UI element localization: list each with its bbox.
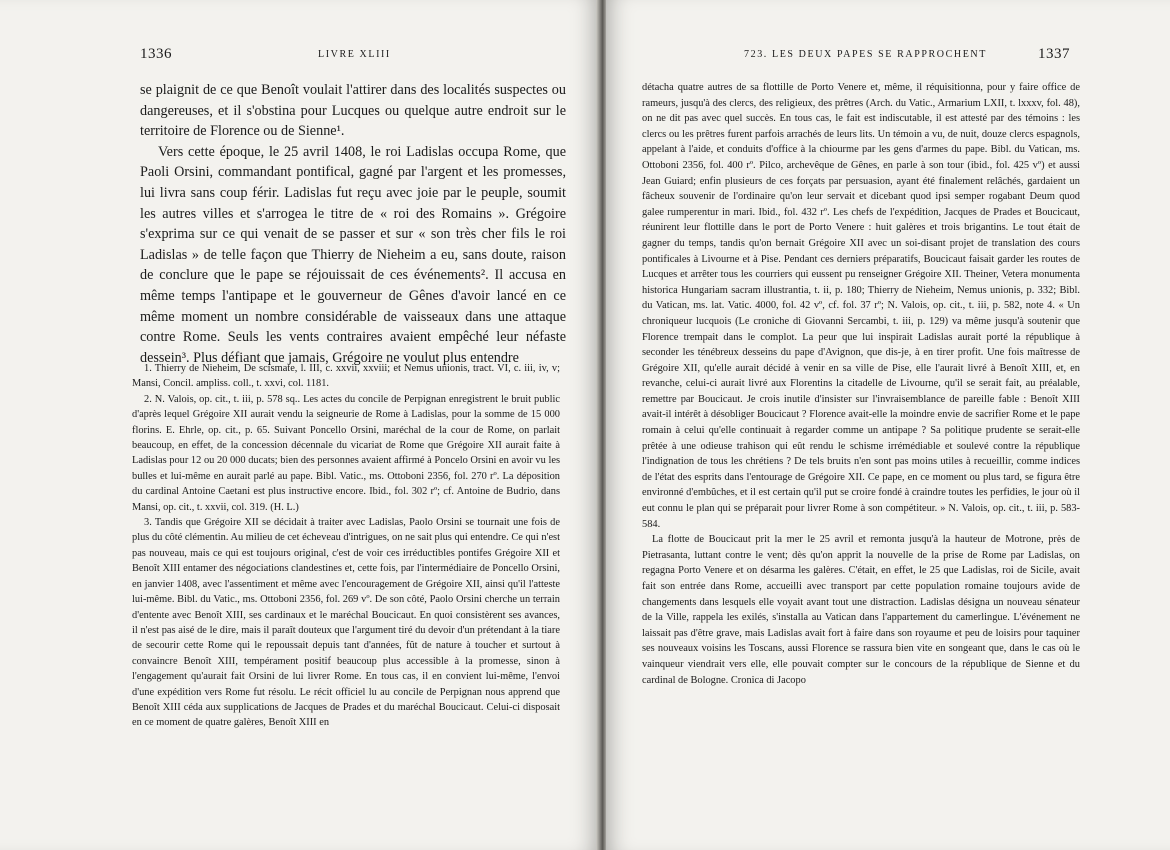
paragraph: se plaignit de ce que Benoît voulait l'attirer dans des localités suspectes ou dangereuses, et il s'obstina pour Lucques ou quelque autre endroit sur le territoire de Florence ou de Sienne¹.: [140, 82, 566, 140]
notes-text-right: [642, 80, 1080, 688]
paragraph: Vers cette époque, le 25 avril 1408, le roi Ladislas occupa Rome, que Paoli Orsini, commandant pontifical, gagné par l'argent et les promesses, lui livra sans coup férir. Ladislas fut reçu avec joie par le peuple, soumit les autres villes et s'arrogea le titre de « roi des Romains ». Grégoire s'exprima sur ce qui venait de se passer et sur « son très cher fils le roi Ladislas » de telle façon que Thierry de Nieheim a eu, sans doute, raison de conclure que le pape se réjouissait de ces événements². Il accusa en même temps l'antipape et le gouverneur de Gênes d'avoir lancé en ce même moment un nombre considérable de vaisseaux dans une attaque contre Rome. Seuls les vents contraires avaient empêché leur néfaste dessein³. Plus défiant que jamais, Grégoire ne voulut plus entendre: [140, 143, 566, 366]
right-page: [606, 0, 1170, 850]
footnotes-left: [132, 361, 560, 731]
paragraph: détacha quatre autres de sa flottille de Porto Venere et, même, il réquisitionna, pour y faire office de rameurs, jusqu'à des clercs, des religieux, des prêtres (Arch. du Vatic., Armarium LXII, t. lxxxv, fol. 48), on ne dit pas avec quel succès. En tous cas, le fait est indiscutable, il est attesté par des témoins : les clercs ou les prêtres furent parfois arrachés de leurs lits. Un témoin a vu, de nuit, douze clercs espagnols, appelant à l'aide, et conduits d'office à la chiourme par les gens d'armes du pape. Bibl. du Vatican, ms. Ottoboni 2356, fol. 400 rº. Pilco, archevêque de Gênes, en parle à son tour (ibid., fol. 425 vº) et aussi Jean Guiard; enfin plusieurs de ces forçats par persuasion, ayant été finalement relâchés, gardaient un fâcheux souvenir de l'ordinaire qu'on leur servait et dicebant quod ipsi semper rogabant Deum quod galee rumperentur in mari. Ibid., fol. 432 rº. Les chefs de l'expédition, Jacques de Prades et Boucicaut, réunirent leur flottille dans le port de Porto Venere : huit galères et trois brigantins. Le tout était de gagner du temps, tandis qu'on bernait Grégoire XII avec un soi-disant projet de translation des cours pontificales à Livourne et à Pise. Pendant ces derniers préparatifs, Boucicaut faisait garder les routes de Lucques et arrêter tous les courriers qui eussent pu renseigner Grégoire XII. Theiner, Vetera monumenta historica Hungariam sacram illustrantia, t. ii, p. 180; Thierry de Nieheim, Nemus unionis, p. 332; Bibl. du Vatican, ms. lat. Vatic. 4000, fol. 42 vº, cf. fol. 37 rº; N. Valois, op. cit., t. iii, p. 582, note 4. « Un chroniqueur lucquois (Le croniche di Giovanni Sercambi, t. iii, p. 129) va même jusqu'à soutenir que Florence trempait dans le complot. La peur que lui inspirait Ladislas aurait porté la république à seconder les ténébreux desseins du pape d'Avignon, que dis-je, à en tirer profit. Une fois maîtresse de Grégoire XII, qu'elle aurait décidé à venir en sa ville de Pise, elle l'aurait livré à Benoît XIII, et, en revanche, celui-ci aurait livré aux Florentins la citadelle de Livourne, qu'il se serait fait, au préalable, remettre par Boucicaut. Je crois inutile d'insister sur l'invraisemblance de pareille fable : Benoît XIII avait-il intérêt à désobliger Boucicaut ? Florence avait-elle la moindre envie de sacrifier Rome et le pape romain à celui qu'elle continuait à regarder comme un antipape ? Sa politique prudente se serait-elle prêtée à une odieuse trahison qui eût rendu le schisme irrémédiable et soulevé contre la république l'indignation de tous les chrétiens ? De tels bruits n'en sont pas moins utiles à recueillir, comme indices de l'état des esprits dans l'entourage de Grégoire XII. Ce pape, en ce moment ou plus tard, se figura être environné d'embûches, et il est certain qu'il put se croire fondé à craindre toutes les perfidies, le jour où il eut connu le plan qui se préparait pour livrer Rome à son compétiteur. » N. Valois, op. cit., t. iii, p. 583-584.: [642, 82, 1080, 530]
main-text-left: [140, 80, 566, 368]
page-number-left: 1336: [140, 46, 172, 62]
page-number-right: 1337: [1038, 46, 1070, 62]
footnote: 2. N. Valois, op. cit., t. iii, p. 578 sq.. Les actes du concile de Perpignan enregistrent le bruit public d'après lequel Grégoire XII aurait vendu la seigneurie de Rome à Ladislas, pour la somme de 15 000 florins. E. Ehrle, op. cit., p. 65. Suivant Poncello Orsini, maréchal de la cour de Rome, on parlait beaucoup, en effet, de la concession décennale du vicariat de Rome que Grégoire XII aurait faite à Ladislas pour 12 ou 20 000 ducats; bien des personnes avaient affirmé à Poncelo Orsini en avoir vu les bulles et lui-même en aurait parlé au pape. Bibl. Vatic., ms. Ottoboni 2356, fol. 270 rº. La déposition du cardinal Antoine Caetani est plus instructive encore. Ibid., fol. 302 rº; cf. Antoine de Budrio, dans Mansi, op. cit., t. xxvii, col. 319. (H. L.): [132, 393, 560, 513]
running-title-right: 723. LES DEUX PAPES SE RAPPROCHENT: [744, 49, 987, 60]
running-title-left: LIVRE XLIII: [318, 49, 391, 60]
left-running-head: [140, 46, 566, 63]
footnote: 1. Thierry de Nieheim, De scismate, l. III, c. xxvii, xxviii; et Nemus unionis, tract. VI, c. iii, iv, v; Mansi, Concil. ampliss. coll., t. xxvi, col. 1181.: [132, 363, 560, 390]
footnote: 3. Tandis que Grégoire XII se décidait à traiter avec Ladislas, Paolo Orsini se tournait une fois de plus du côté clémentin. Au milieu de cet écheveau d'intrigues, on ne sait plus qui entendre. Ce qui n'est pas nouveau, mais ce qui est toujours original, c'est de voir ces irréductibles pontifes Grégoire XII et Benoît XIII entamer des négociations clandestines et, cette fois, par l'intermédiaire de Poncello Orsini, en janvier 1408, avec l'assentiment et même avec l'encouragement de Grégoire XII, ainsi qu'il l'atteste lui-même. Bibl. du Vatic., ms. Ottoboni 2356, fol. 269 vº. De son côté, Paolo Orsini cherche un terrain d'entente avec Benoît XIII, ses cardinaux et le maréchal Boucicaut. En quoi consistèrent ses avances, il n'est pas aisé de le dire, mais il paraît douteux que l'argument tiré du devoir d'un prétendant à la tiare de secourir cette Rome qui le repoussait depuis tant d'années, fût de nature à toucher et surtout à convaincre Benoît XIII, tempérament positif beaucoup plus accessible à la promesse, sinon à l'engagement qu'aurait fait Orsini de lui livrer Rome. En tous cas, il en convient lui-même, l'envoi d'une expédition vers Rome fut résolu. Le récit officiel lu au concile de Perpignan nous apprend que Benoît XIII céda aux supplications de Jacques de Prades et du maréchal Boucicaut. Celui-ci disposait en ce moment de quatre galères, Benoît XIII en: [132, 517, 560, 729]
paragraph: La flotte de Boucicaut prit la mer le 25 avril et remonta jusqu'à la hauteur de Motrone, près de Pietrasanta, luttant contre le vent; dès qu'on apprit la nouvelle de la prise de Rome par Ladislas, on regagna Porto Venere et on désarma les galères. C'était, en effet, le 25 que Ladislas, roi de Sicile, avait fait son entrée dans Rome, accueilli avec transport par cette population romaine toujours avide de changements dans lesquels elle voyait avant tout une distraction. Ladislas désigna un nouveau sénateur de la Ville, rappela les exilés, s'installa au Vatican dans l'appartement du camerlingue. L'événement ne laissait pas d'être grave, mais Ladislas avait fort à faire dans son royaume et peu de loisirs pour taquiner ses nouveaux voisins les Toscans, aussi Florence se rassura bien vite en songeant que, dans le cas où le vainqueur viendrait vers elle, elle pouvait compter sur le concours de la république de Sienne et du cardinal de Bologne. Cronica di Jacopo: [642, 534, 1080, 686]
